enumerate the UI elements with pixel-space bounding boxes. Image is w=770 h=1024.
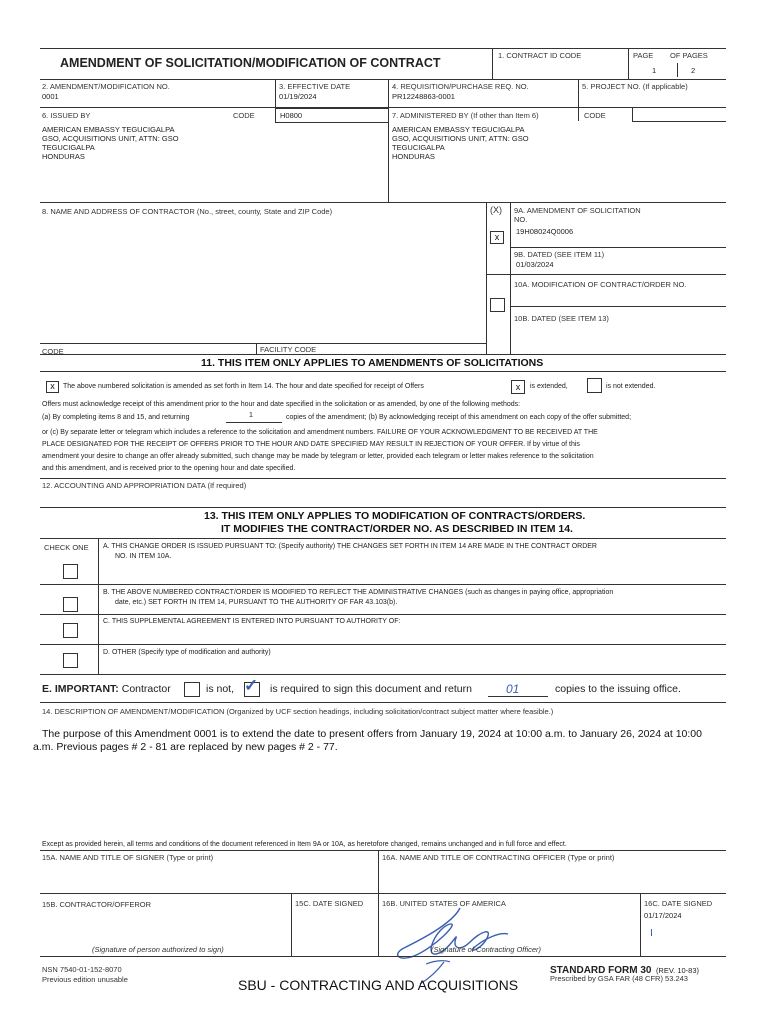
issued-by-label: 6. ISSUED BY bbox=[42, 111, 91, 120]
signature-officer-caption: (Signature of Contracting Officer) bbox=[431, 945, 542, 954]
extended-label: is extended, bbox=[530, 383, 568, 390]
officer-name-label: 16A. NAME AND TITLE OF CONTRACTING OFFICER (Type or print) bbox=[382, 853, 615, 862]
signer-name-label: 15A. NAME AND TITLE OF SIGNER (Type or print) bbox=[42, 853, 214, 862]
extended-check: x bbox=[515, 382, 521, 392]
sbu-stamp: SBU - CONTRACTING AND ACQUISITIONS bbox=[238, 977, 519, 993]
issued-address-1: AMERICAN EMBASSY TEGUCIGALPA bbox=[42, 125, 175, 134]
contractor-date-signed-label: 15C. DATE SIGNED bbox=[295, 899, 364, 908]
item11-line4: or (c) By separate letter or telegram which includes a reference to the solicitation and amendment numbers. FAILURE OF YOUR ACKNOWLEDGMENT TO BE RECEIVED AT THE bbox=[42, 429, 598, 436]
admin-address-4: HONDURAS bbox=[392, 152, 435, 161]
copies-return-handwritten: 01 bbox=[506, 682, 520, 696]
item11-line1: The above numbered solicitation is amended as set forth in Item 14. The hour and date specified for receipt of Offers bbox=[63, 383, 424, 390]
contract-id-label: 1. CONTRACT ID CODE bbox=[498, 51, 582, 60]
admin-address-2: GSO, ACQUISITIONS UNIT, ATTN: GSO bbox=[392, 134, 529, 143]
form-title: AMENDMENT OF SOLICITATION/MODIFICATION OF CONTRACT bbox=[60, 56, 441, 70]
item11-line6: amendment your desire to change an offer already submitted, such change may be made by telegram or letter, provided each telegram or letter makes reference to the solicitation bbox=[42, 453, 594, 460]
item13-a-checkbox[interactable] bbox=[63, 564, 78, 579]
item-11-heading: 11. THIS ITEM ONLY APPLIES TO AMENDMENTS OF SOLICITATIONS bbox=[201, 357, 544, 369]
except-statement: Except as provided herein, all terms and conditions of the document referenced in Item 9A or 10A, as heretofore changed, remains unchanged and in full force and effect. bbox=[42, 841, 567, 848]
item13-a-line1: A. THIS CHANGE ORDER IS ISSUED PURSUANT TO: (Specify authority) THE CHANGES SET FORTH IN ITEM 14 ARE MADE IN THE CONTRACT ORDER bbox=[103, 543, 597, 550]
copies-returned-value: 1 bbox=[249, 412, 253, 419]
administered-code-label: CODE bbox=[584, 111, 606, 120]
issued-address-2: GSO, ACQUISITIONS UNIT, ATTN: GSO bbox=[42, 134, 179, 143]
item13-c-line1: C. THIS SUPPLEMENTAL AGREEMENT IS ENTERED INTO PURSUANT TO AUTHORITY OF: bbox=[103, 618, 401, 625]
item-14-text-line1: The purpose of this Amendment 0001 is to extend the date to present offers from January 19, 2024 at 10:00 a.m. to January 26, 2024 at 10:00 bbox=[42, 728, 702, 740]
is-required-check: ✓ bbox=[244, 676, 259, 695]
not-extended-label: is not extended. bbox=[606, 383, 656, 390]
item-14-label: 14. DESCRIPTION OF AMENDMENT/MODIFICATION (Organized by UCF section headings, including solicitation/contract subject matter where feasible.) bbox=[42, 707, 554, 716]
administered-by-label: 7. ADMINISTERED BY (If other than Item 6) bbox=[392, 111, 539, 120]
effective-date-label: 3. EFFECTIVE DATE bbox=[279, 82, 351, 91]
modification-10a-checkbox[interactable] bbox=[490, 298, 505, 312]
check-one-label: CHECK ONE bbox=[44, 543, 89, 552]
not-extended-checkbox[interactable] bbox=[587, 378, 602, 393]
facility-code-label: FACILITY CODE bbox=[260, 345, 317, 354]
amendment-9a-value: 19H08024Q0006 bbox=[516, 227, 574, 236]
item11-line3b: copies of the amendment; (b) By acknowledging receipt of this amendment on each copy of the offer submitted; bbox=[286, 414, 632, 421]
item-13-heading-1: 13. THIS ITEM ONLY APPLIES TO MODIFICATION OF CONTRACTS/ORDERS. bbox=[204, 510, 586, 522]
accounting-label: 12. ACCOUNTING AND APPROPRIATION DATA (If required) bbox=[42, 481, 247, 490]
admin-address-3: TEGUCIGALPA bbox=[392, 143, 445, 152]
amendment-9a-no-label: NO. bbox=[514, 215, 528, 224]
requisition-value: PR12248863-0001 bbox=[392, 92, 455, 101]
officer-date-signed-label: 16C. DATE SIGNED bbox=[644, 899, 713, 908]
item13-c-checkbox[interactable] bbox=[63, 623, 78, 638]
item-14-text-line2: a.m. Previous pages # 2 - 81 are replaced by new pages # 2 - 77. bbox=[33, 741, 338, 753]
issued-address-4: HONDURAS bbox=[42, 152, 85, 161]
item13-d-line1: D. OTHER (Specify type of modification and authority) bbox=[103, 649, 271, 656]
project-no-label: 5. PROJECT NO. (If applicable) bbox=[582, 82, 688, 91]
item13-b-line1: B. THE ABOVE NUMBERED CONTRACT/ORDER IS MODIFIED TO REFLECT THE ADMINISTRATIVE CHANGES (such as changes in paying office, appropriation bbox=[103, 589, 614, 596]
item11-line5: PLACE DESIGNATED FOR THE RECEIPT OF OFFERS PRIOR TO THE HOUR AND DATE SPECIFIED MAY RESULT IN REJECTION OF YOUR OFFER. If by virtue of this bbox=[42, 441, 580, 448]
modification-10a-label: 10A. MODIFICATION OF CONTRACT/ORDER NO. bbox=[514, 280, 687, 289]
issued-code-value: H0800 bbox=[280, 111, 303, 120]
amendment-no-value: 0001 bbox=[42, 92, 59, 101]
amendment-9a-label: 9A. AMENDMENT OF SOLICITATION bbox=[514, 206, 641, 215]
item13-b-checkbox[interactable] bbox=[63, 597, 78, 612]
page-label: PAGE bbox=[633, 51, 654, 60]
contracting-officer-signature bbox=[390, 902, 530, 984]
dated-9b-label: 9B. DATED (SEE ITEM 11) bbox=[514, 250, 605, 259]
x-column-header: (X) bbox=[490, 205, 502, 215]
sf30-title: STANDARD FORM 30 bbox=[550, 965, 652, 976]
item13-d-checkbox[interactable] bbox=[63, 653, 78, 668]
contractor-code-label: CODE bbox=[42, 347, 64, 356]
issued-address-3: TEGUCIGALPA bbox=[42, 143, 95, 152]
amendment-9a-check: x bbox=[494, 232, 500, 242]
copies-tail-label: copies to the issuing office. bbox=[555, 683, 681, 695]
is-required-label: is required to sign this document and return bbox=[270, 683, 472, 695]
item11-line3a: (a) By completing items 8 and 15, and returning bbox=[42, 414, 190, 421]
signature-person-caption: (Signature of person authorized to sign) bbox=[92, 945, 224, 954]
important-label: E. IMPORTANT: bbox=[42, 683, 119, 695]
effective-date-value: 01/19/2024 bbox=[279, 92, 317, 101]
dated-9b-value: 01/03/2024 bbox=[516, 260, 554, 269]
admin-address-1: AMERICAN EMBASSY TEGUCIGALPA bbox=[392, 125, 525, 134]
item13-b-line2: date, etc.) SET FORTH IN ITEM 14, PURSUANT TO THE AUTHORITY OF FAR 43.103(b). bbox=[115, 599, 398, 606]
item11-line7: and this amendment, and is received prior to the opening hour and date specified. bbox=[42, 465, 296, 472]
item13-a-line2: NO. IN ITEM 10A. bbox=[115, 553, 172, 560]
is-not-label: is not, bbox=[206, 683, 235, 695]
item11-line2: Offers must acknowledge receipt of this amendment prior to the hour and date specified in the solicitation or as amended, by one of the following methods: bbox=[42, 401, 521, 408]
contractor-address-label: 8. NAME AND ADDRESS OF CONTRACTOR (No., street, county, State and ZIP Code) bbox=[42, 207, 333, 216]
nsn-number: NSN 7540-01-152-8070 bbox=[42, 965, 122, 974]
prescribed-by: Prescribed by GSA FAR (48 CFR) 53.243 bbox=[550, 974, 688, 983]
dated-10b-label: 10B. DATED (SEE ITEM 13) bbox=[514, 314, 609, 323]
amendment-no-label: 2. AMENDMENT/MODIFICATION NO. bbox=[42, 82, 170, 91]
sf30-revision: (REV. 10-83) bbox=[655, 966, 700, 975]
page-number: 1 bbox=[652, 66, 657, 75]
total-pages: 2 bbox=[691, 66, 696, 75]
officer-date-signed-value: 01/17/2024 bbox=[644, 911, 682, 920]
is-not-checkbox[interactable] bbox=[184, 682, 200, 697]
issued-code-label: CODE bbox=[233, 111, 255, 120]
contractor-word: Contractor bbox=[121, 683, 171, 695]
requisition-label: 4. REQUISITION/PURCHASE REQ. NO. bbox=[392, 82, 529, 91]
previous-edition-note: Previous edition unusable bbox=[42, 975, 128, 984]
contractor-offeror-label: 15B. CONTRACTOR/OFFEROR bbox=[42, 900, 152, 909]
of-pages-label: OF PAGES bbox=[670, 51, 708, 60]
usa-label: 16B. UNITED STATES OF AMERICA bbox=[382, 899, 506, 908]
item11-amended-check: x bbox=[50, 381, 55, 391]
item-13-heading-2: IT MODIFIES THE CONTRACT/ORDER NO. AS DESCRIBED IN ITEM 14. bbox=[221, 523, 573, 535]
